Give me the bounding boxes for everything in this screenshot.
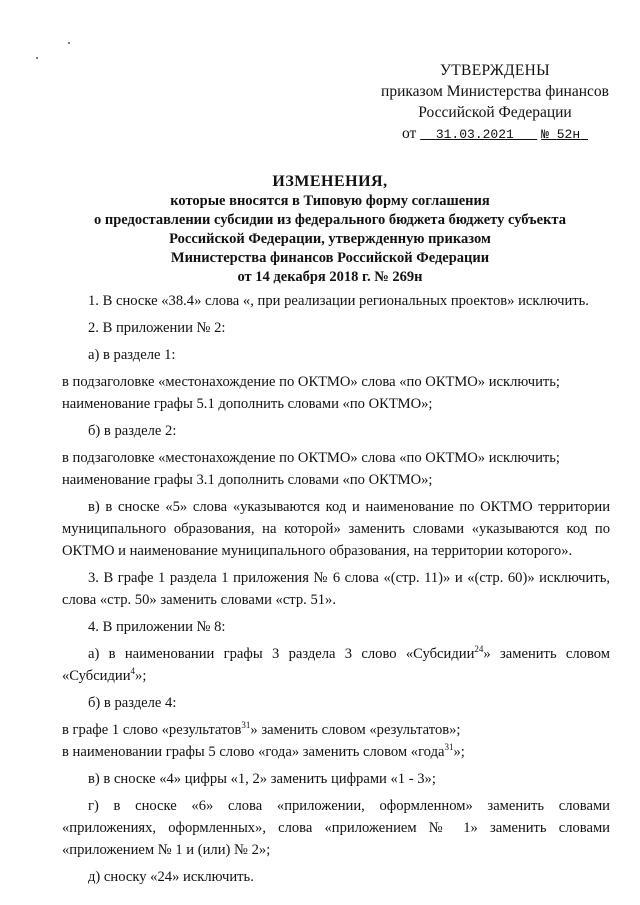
approval-line: приказом Министерства финансов xyxy=(381,83,609,100)
paragraph: д) сноску «24» исключить. xyxy=(88,869,254,885)
date-prefix: от xyxy=(402,125,417,142)
approval-date: 31.03.2021 xyxy=(435,127,514,142)
paragraph: а) в наименовании графы 3 раздела 3 слово «Субсидии$^{24}$» заменить словом «Субсидии$^4$»; xyxy=(62,644,610,684)
approval-line: Российской Федерации xyxy=(418,104,572,121)
paragraph: 3. В графе 1 раздела 1 приложения № 6 слова «(стр. 11)» и «(стр. 60)» исключить, слова «стр. 50» заменить словами «стр. 51». xyxy=(62,570,610,608)
heading-line: которые вносятся в Типовую форму соглашения xyxy=(170,193,490,209)
heading-line: Министерства финансов Российской Федерации xyxy=(170,250,490,266)
paragraph: б) в разделе 4: xyxy=(88,695,177,711)
paragraph: в подзаголовке «местонахождение по ОКТМО» слова «по ОКТМО» исключить; xyxy=(62,374,560,390)
heading-line: от 14 декабря 2018 г. № 269н xyxy=(237,269,423,285)
paragraph: наименование графы 3.1 дополнить словами «по ОКТМО»; xyxy=(62,472,433,488)
approval-date-line xyxy=(370,123,620,145)
paragraph: 1. В сноске «38.4» слова «, при реализации региональных проектов» исключить. xyxy=(88,293,589,309)
paragraph: 2. В приложении № 2: xyxy=(88,320,226,336)
scan-speck xyxy=(36,57,38,59)
paragraph: б) в разделе 2: xyxy=(88,423,177,439)
paragraph: в) в сноске «5» слова «указываются код и наименование по ОКТМО территории муниципального образования, на которой» заменить словами «указываются код по ОКТМО и наименование муниципального образования, на территории которого». xyxy=(62,499,610,559)
heading-title: ИЗМЕНЕНИЯ, xyxy=(272,173,388,190)
heading-line: Российской Федерации, утвержденную приказом xyxy=(169,231,491,247)
heading-line: о предоставлении субсидии из федерального бюджета бюджету субъекта xyxy=(94,212,566,228)
paragraph: а) в разделе 1: xyxy=(88,347,176,363)
document-heading xyxy=(40,172,620,287)
scan-speck xyxy=(68,42,70,44)
paragraph: г) в сноске «6» слова «приложении, оформленном» заменить словами «приложениях, оформленных», слова «приложением № 1» заменить словами «приложением № 1 и (или) № 2»; xyxy=(62,798,610,858)
paragraph: в) в сноске «4» цифры «1, 2» заменить цифрами «1 - 3»; xyxy=(88,771,436,787)
paragraph: в наименовании графы 5 слово «года» заменить словом «года$^{31}$»; xyxy=(62,742,465,760)
approval-title: УТВЕРЖДЕНЫ xyxy=(440,62,550,79)
paragraph: в графе 1 слово «результатов$^{31}$» заменить словом «результатов»; xyxy=(62,720,461,738)
paragraph: 4. В приложении № 8: xyxy=(88,619,226,635)
approval-number: № 52н xyxy=(541,127,581,142)
approval-stamp xyxy=(370,60,620,145)
document-body xyxy=(62,290,610,888)
paragraph: наименование графы 5.1 дополнить словами «по ОКТМО»; xyxy=(62,396,433,412)
paragraph: в подзаголовке «местонахождение по ОКТМО» слова «по ОКТМО» исключить; xyxy=(62,450,560,466)
